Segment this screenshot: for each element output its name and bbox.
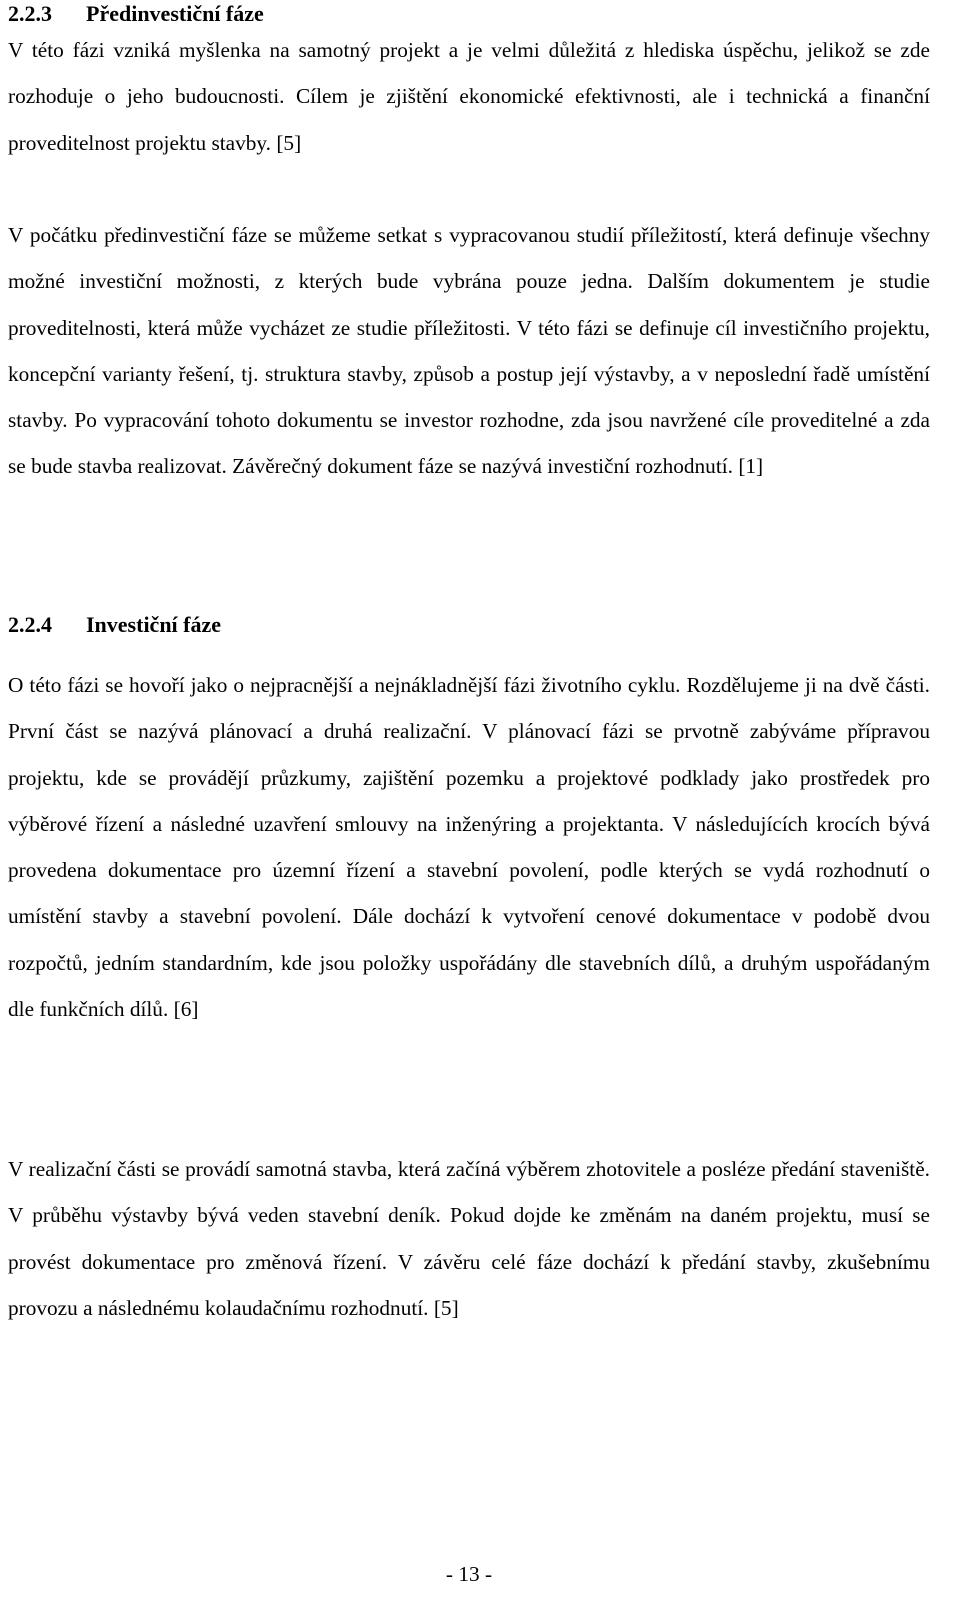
section-number: 2.2.4 [8,612,52,637]
paragraph: V realizační části se provádí samotná stavba, která začíná výběrem zhotovitele a posléze předání staveniště. V průběhu výstavby bývá veden stavební deník. Pokud dojde ke změnám na daném projektu, musí se provést dokumentace pro změnová řízení. V závěru celé fáze dochází k předání stavby, zkušebnímu provozu a následnému kolaudačnímu rozhodnutí. [5] [8,1157,930,1320]
page-number: - 13 - [445,1562,493,1586]
paragraph: V této fázi vzniká myšlenka na samotný projekt a je velmi důležitá z hlediska úspěchu, jelikož se zde rozhoduje o jeho budoucnosti. Cílem je zjištění ekonomické efektivnosti, ale i technická a finanční proveditelnost projektu stavby. [5] [8,38,930,155]
section-heading-2-2-4 [8,610,221,640]
paragraph: V počátku předinvestiční fáze se můžeme setkat s vypracovanou studií příležitostí, která definuje všechny možné investiční možnosti, z kterých bude vybrána pouze jedna. Dalším dokumentem je studie proveditelnosti, která může vycházet ze studie příležitosti. V této fázi se definuje cíl investičního projektu, koncepční varianty řešení, tj. struktura stavby, způsob a postup její výstavby, a v neposlední řadě umístění stavby. Po vypracování tohoto dokumentu se investor rozhodne, zda jsou navržené cíle proveditelné a zda se bude stavba realizovat. Závěrečný dokument fáze se nazývá investiční rozhodnutí. [1] [8,223,930,479]
section-heading-2-2-3 [8,0,264,29]
section-number: 2.2.3 [8,1,52,26]
section-title: Předinvestiční fáze [86,1,264,26]
paragraph: O této fázi se hovoří jako o nejpracnější a nejnákladnější fázi životního cyklu. Rozdělujeme ji na dvě části. První část se nazývá plánovací a druhá realizační. V plánovací fázi se prvotně zabýváme přípravou projektu, kde se provádějí průzkumy, zajištění pozemku a projektové podklady jako prostředek pro výběrové řízení a následné uzavření smlouvy na inženýring a projektanta. V následujících krocích bývá provedena dokumentace pro územní řízení a stavební povolení, podle kterých se vydá rozhodnutí o umístění stavby a stavební povolení. Dále dochází k vytvoření cenové dokumentace v podobě dvou rozpočtů, jedním standardním, kde jsou položky uspořádány dle stavebních dílů, a druhým uspořádaným dle funkčních dílů. [6] [8,673,930,1022]
section-title: Investiční fáze [86,612,222,637]
document-page [8,0,930,1616]
